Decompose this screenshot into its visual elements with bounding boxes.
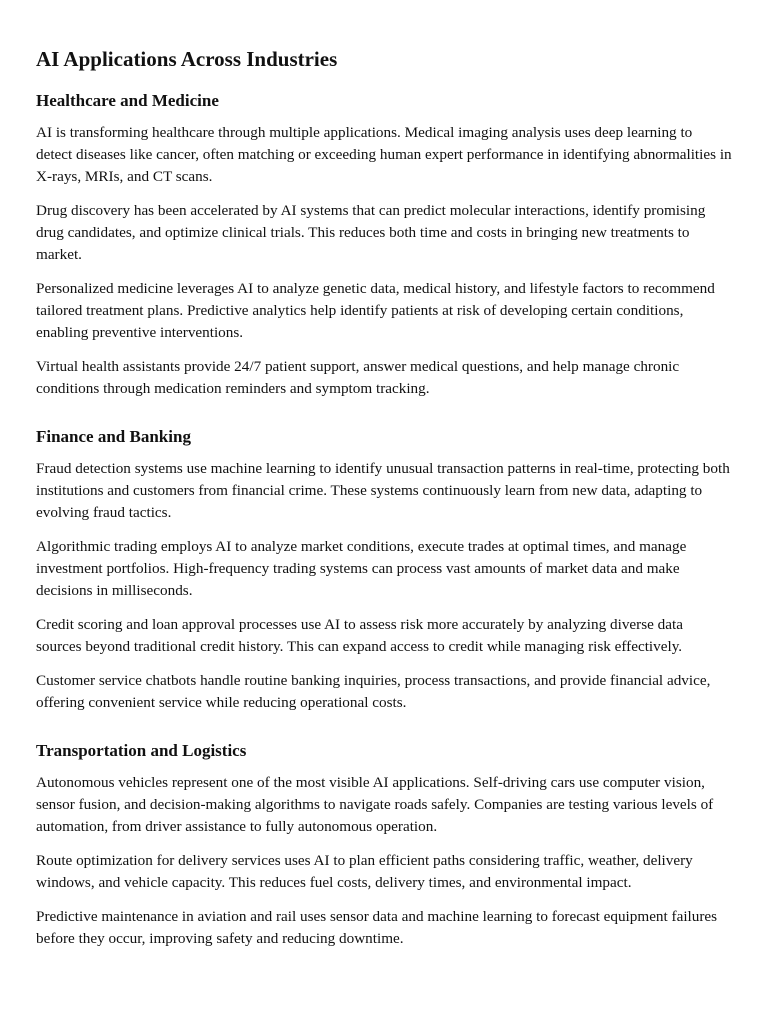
- paragraph: Credit scoring and loan approval processes use AI to assess risk more accurately by analyzing diverse data sources beyond traditional credit history. This can expand access to credit while managing risk effectively.: [36, 616, 683, 655]
- paragraph: Autonomous vehicles represent one of the most visible AI applications. Self-driving cars use computer vision, sensor fusion, and decision-making algorithms to navigate roads safely. Companies are testing various levels of automation, from driver assistance to fully autonomous operation.: [36, 774, 714, 835]
- paragraph: Virtual health assistants provide 24/7 patient support, answer medical questions, and help manage chronic conditions through medication reminders and symptom tracking.: [36, 358, 680, 397]
- section-finance: [36, 426, 732, 714]
- paragraph: Algorithmic trading employs AI to analyze market conditions, execute trades at optimal times, and manage investment portfolios. High-frequency trading systems can process vast amounts of market data and make decisions in milliseconds.: [36, 538, 687, 599]
- paragraph: Customer service chatbots handle routine banking inquiries, process transactions, and provide financial advice, offering convenient service while reducing operational costs.: [36, 672, 711, 711]
- paragraph: Predictive maintenance in aviation and rail uses sensor data and machine learning to forecast equipment failures before they occur, improving safety and reducing downtime.: [36, 908, 718, 947]
- section-transportation: [36, 740, 732, 950]
- section-heading: Finance and Banking: [36, 427, 191, 446]
- paragraph: Personalized medicine leverages AI to analyze genetic data, medical history, and lifestyle factors to recommend tailored treatment plans. Predictive analytics help identify patients at risk of developing certain conditions, enabling preventive interventions.: [36, 280, 715, 341]
- section-heading: Transportation and Logistics: [36, 741, 247, 760]
- paragraph: AI is transforming healthcare through multiple applications. Medical imaging analysis uses deep learning to detect diseases like cancer, often matching or exceeding human expert performance in identifying abnormalities in X-rays, MRIs, and CT scans.: [36, 124, 732, 185]
- paragraph: Fraud detection systems use machine learning to identify unusual transaction patterns in real-time, protecting both institutions and customers from financial crime. These systems continuously learn from new data, adapting to evolving fraud tactics.: [36, 460, 730, 521]
- paragraph: Route optimization for delivery services uses AI to plan efficient paths considering traffic, weather, delivery windows, and vehicle capacity. This reduces fuel costs, delivery times, and environmental impact.: [36, 852, 693, 891]
- paragraph: Drug discovery has been accelerated by AI systems that can predict molecular interactions, identify promising drug candidates, and optimize clinical trials. This reduces both time and costs in bringing new treatments to market.: [36, 202, 706, 263]
- section-healthcare: [36, 90, 732, 400]
- section-heading: Healthcare and Medicine: [36, 91, 219, 110]
- document-title: AI Applications Across Industries: [36, 47, 338, 71]
